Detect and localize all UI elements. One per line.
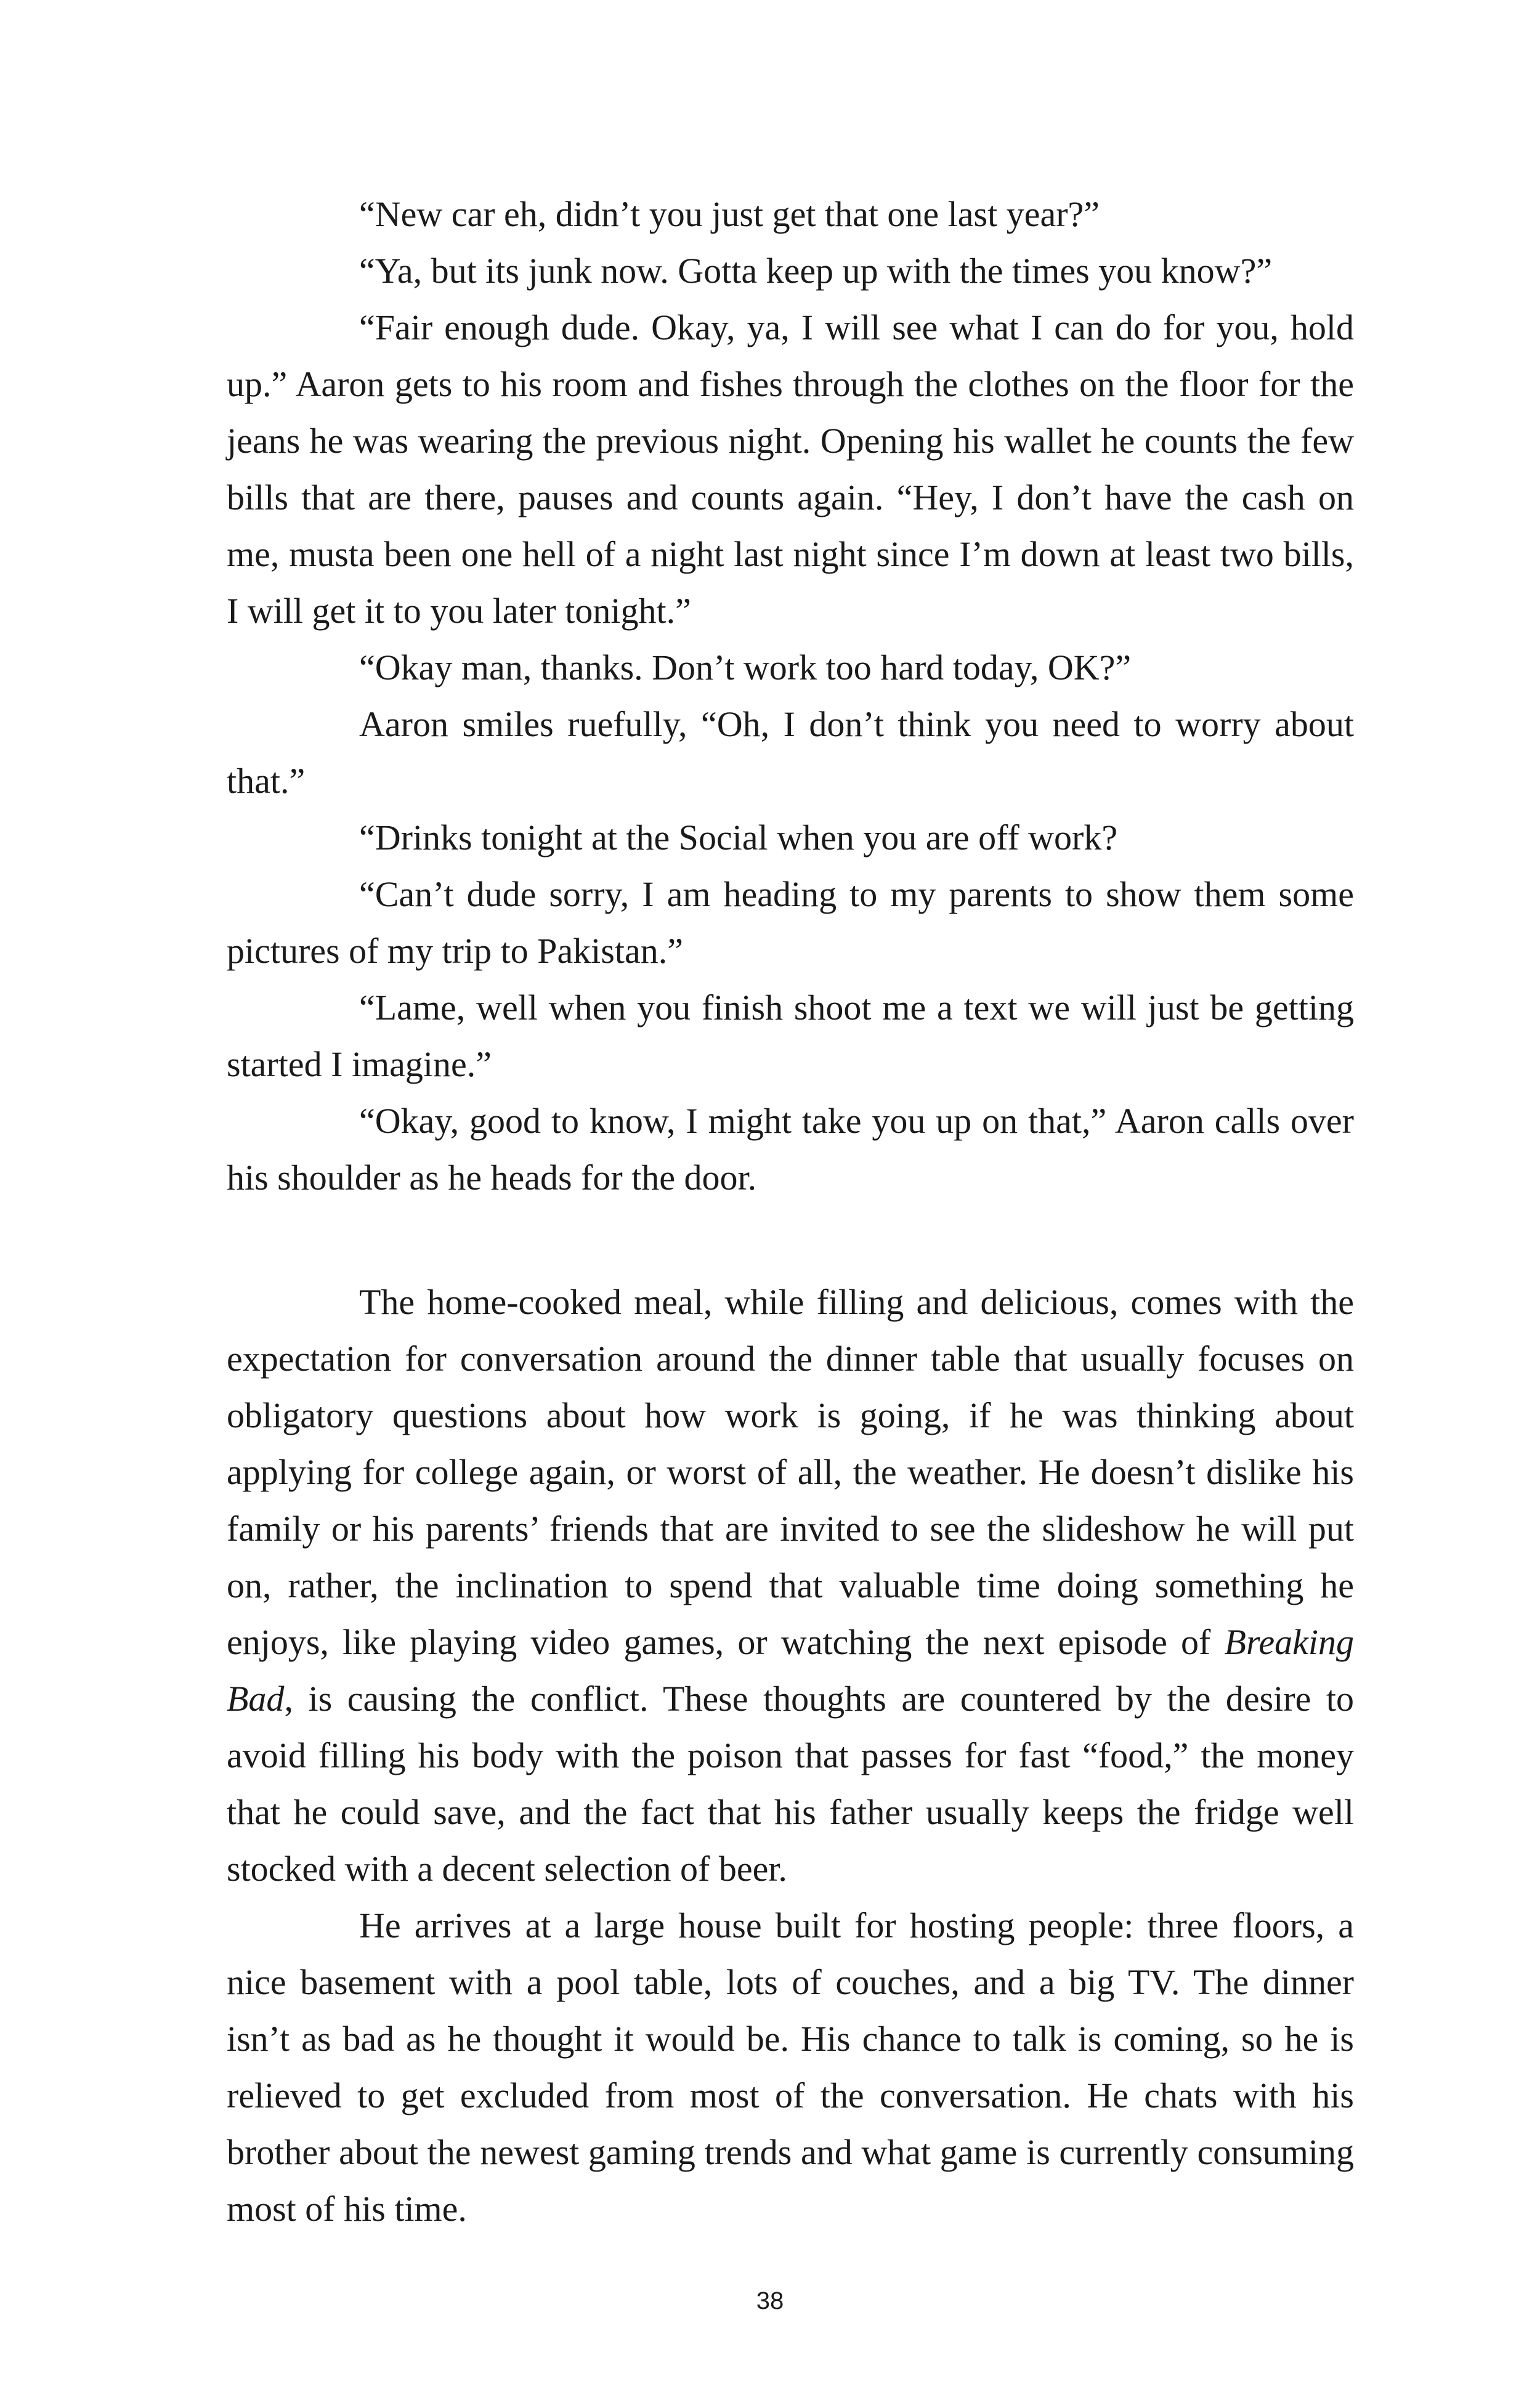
paragraph: “Lame, well when you finish shoot me a text we will just be getting started I imagine.” [227, 988, 1354, 1084]
paragraph: “Okay, good to know, I might take you up on that,” Aaron calls over his shoulder as he heads for the door. [227, 1101, 1354, 1198]
paragraph: “Okay man, thanks. Don’t work too hard today, OK?” [359, 647, 1132, 687]
page-number: 38 [756, 2287, 784, 2314]
paragraph-text: , is causing the conflict. These thoughts are countered by the desire to avoid filling his body with the poison that passes for fast “food,” the money that he could save, and the fact that his father usually keeps the fridge well stocked with a decent selection of beer. [227, 1679, 1354, 1889]
narrative-section [227, 1274, 1354, 2237]
dialogue-section [227, 186, 1354, 1206]
paragraph: “New car eh, didn’t you just get that one last year?” [359, 194, 1100, 234]
paragraph: “Drinks tonight at the Social when you are off work? [359, 817, 1118, 858]
paragraph: “Fair enough dude. Okay, ya, I will see what I can do for you, hold up.” Aaron gets to his room and fishes through the clothes on the floor for the jeans he was wearing the previous night. Opening his wallet he counts the few bills that are there, pauses and counts again. “Hey, I don’t have the cash on me, musta been one hell of a night last night since I’m down at least two bills, I will get it to you later tonight.” [227, 307, 1354, 631]
paragraph: “Ya, but its junk now. Gotta keep up with the times you know?” [359, 251, 1273, 291]
paragraph: He arrives at a large house built for hosting people: three floors, a nice basement with a pool table, lots of couches, and a big TV. The dinner isn’t as bad as he thought it would be. His chance to talk is coming, so he is relieved to get excluded from most of the conversation. He chats with his brother about the newest gaming trends and what game is currently consuming most of his time. [227, 1905, 1354, 2229]
paragraph: “Can’t dude sorry, I am heading to my parents to show them some pictures of my trip to Pakistan.” [227, 874, 1354, 971]
paragraph: Aaron smiles ruefully, “Oh, I don’t think you need to worry about that.” [227, 704, 1354, 801]
paragraph-text: The home-cooked meal, while filling and delicious, comes with the expectation for conversation around the dinner table that usually focuses on obligatory questions about how work is going, if he was thinking about applying for college again, or worst of all, the weather. He doesn’t dislike his family or his parents’ friends that are invited to see the slideshow he will put on, rather, the inclination to spend that valuable time doing something he enjoys, like playing video games, or watching the next episode of [227, 1282, 1354, 1662]
show-title: Breaking Bad [227, 1622, 1354, 1719]
paragraph [227, 1274, 1354, 1897]
